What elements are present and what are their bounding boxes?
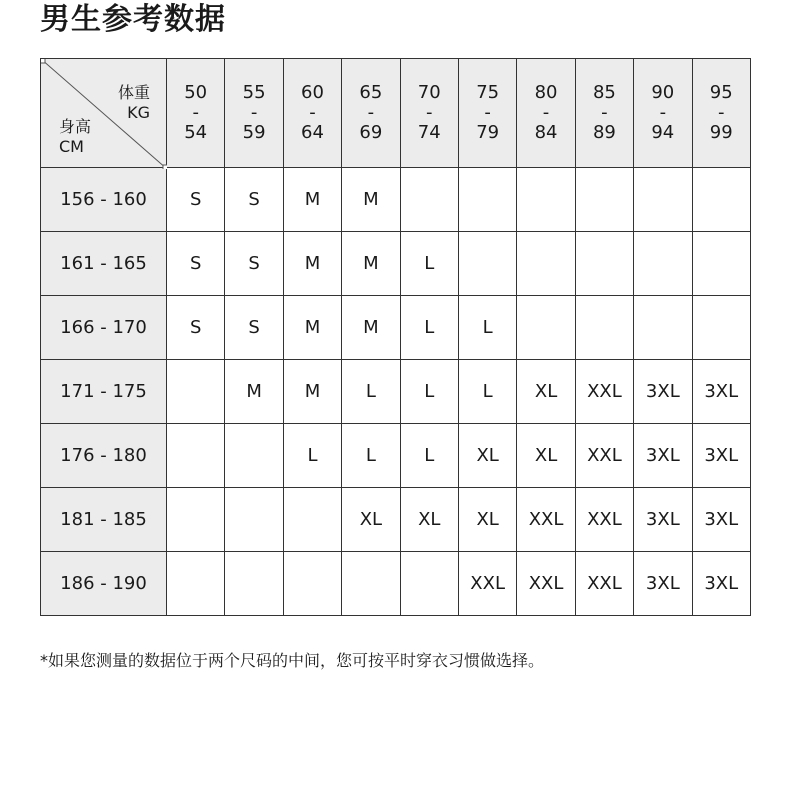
size-chart-table: [40, 58, 751, 616]
weight-header-cell: [634, 59, 692, 168]
size-cell: M: [283, 360, 341, 424]
size-cell: S: [167, 232, 225, 296]
size-cell: [225, 424, 283, 488]
weight-axis-label: [118, 83, 150, 123]
size-cell: [400, 552, 458, 616]
size-cell: 3XL: [692, 424, 750, 488]
size-cell: [167, 488, 225, 552]
weight-header-cell: [517, 59, 575, 168]
weight-to: 94: [651, 122, 675, 143]
size-cell: XL: [517, 424, 575, 488]
weight-header-cell: [167, 59, 225, 168]
size-cell: M: [283, 232, 341, 296]
size-cell: L: [458, 360, 516, 424]
weight-unit: KG: [127, 103, 150, 122]
size-cell: [400, 168, 458, 232]
table-row: [41, 232, 751, 296]
size-cell: [225, 552, 283, 616]
weight-sep: -: [659, 102, 667, 123]
footnote: *如果您测量的数据位于两个尺码的中间，您可按平时穿衣习惯做选择。: [40, 651, 545, 670]
weight-sep: -: [484, 102, 491, 123]
weight-to: 99: [709, 122, 733, 143]
size-cell: XXL: [575, 552, 633, 616]
weight-header-cell: [283, 59, 341, 168]
size-cell: L: [458, 296, 516, 360]
size-cell: XL: [517, 360, 575, 424]
size-cell: S: [225, 296, 283, 360]
size-cell: 3XL: [692, 552, 750, 616]
size-cell: XXL: [575, 424, 633, 488]
size-cell: S: [225, 168, 283, 232]
size-cell: M: [342, 232, 400, 296]
size-cell: [634, 296, 692, 360]
weight-sep: -: [542, 102, 550, 123]
weight-from: 65: [359, 82, 383, 103]
size-cell: M: [225, 360, 283, 424]
weight-from: 85: [592, 82, 616, 103]
size-cell: L: [400, 424, 458, 488]
height-axis-label: [59, 117, 91, 157]
weight-label: 体重: [117, 83, 150, 102]
size-cell: [575, 296, 633, 360]
weight-header-cell: [575, 59, 633, 168]
size-cell: [575, 168, 633, 232]
corner-cell: [41, 59, 167, 168]
size-cell: [458, 232, 516, 296]
weight-to: 59: [242, 122, 266, 143]
weight-sep: -: [309, 102, 316, 123]
table-row: [41, 296, 751, 360]
size-cell: XXL: [458, 552, 516, 616]
size-cell: L: [400, 360, 458, 424]
size-cell: [517, 232, 575, 296]
weight-header-cell: [400, 59, 458, 168]
size-cell: M: [283, 168, 341, 232]
size-cell: [458, 168, 516, 232]
weight-from: 50: [184, 82, 208, 103]
size-cell: 3XL: [692, 488, 750, 552]
weight-sep: -: [367, 102, 375, 123]
weight-from: 95: [709, 82, 733, 103]
size-cell: [167, 424, 225, 488]
weight-sep: -: [601, 102, 608, 123]
size-cell: XL: [458, 488, 516, 552]
weight-from: 90: [651, 82, 675, 103]
size-cell: L: [283, 424, 341, 488]
weight-from: 55: [242, 82, 266, 103]
size-cell: 3XL: [634, 360, 692, 424]
weight-header-cell: [458, 59, 516, 168]
size-cell: [575, 232, 633, 296]
table-row: [41, 488, 751, 552]
weight-to: 84: [534, 122, 558, 143]
weight-sep: -: [192, 102, 199, 123]
size-cell: XXL: [575, 360, 633, 424]
size-cell: [342, 552, 400, 616]
weight-header-cell: [225, 59, 283, 168]
size-cell: S: [167, 296, 225, 360]
size-cell: XL: [400, 488, 458, 552]
weight-to: 74: [417, 122, 441, 143]
header-row: [41, 59, 751, 168]
size-cell: [167, 360, 225, 424]
table-row: [41, 552, 751, 616]
weight-to: 89: [592, 122, 616, 143]
size-cell: [517, 168, 575, 232]
size-cell: [692, 168, 750, 232]
size-cell: XL: [458, 424, 516, 488]
size-cell: 3XL: [634, 424, 692, 488]
size-cell: 3XL: [692, 360, 750, 424]
height-range-cell: 171 - 175: [41, 360, 167, 424]
table-row: [41, 424, 751, 488]
size-cell: [692, 232, 750, 296]
weight-from: 60: [301, 82, 324, 103]
height-range-cell: 166 - 170: [41, 296, 167, 360]
size-cell: [517, 296, 575, 360]
height-unit: CM: [59, 137, 84, 156]
weight-from: 75: [476, 82, 500, 103]
size-cell: S: [225, 232, 283, 296]
size-cell: L: [400, 296, 458, 360]
size-cell: S: [167, 168, 225, 232]
size-cell: XXL: [517, 488, 575, 552]
size-cell: M: [283, 296, 341, 360]
size-cell: [634, 232, 692, 296]
height-range-cell: 161 - 165: [41, 232, 167, 296]
size-cell: XXL: [575, 488, 633, 552]
size-cell: [283, 488, 341, 552]
size-cell: [167, 552, 225, 616]
page-title: 男生参考数据: [40, 2, 226, 37]
weight-to: 79: [476, 122, 500, 143]
size-cell: M: [342, 296, 400, 360]
height-range-cell: 176 - 180: [41, 424, 167, 488]
size-cell: [692, 296, 750, 360]
weight-from: 80: [534, 82, 558, 103]
size-cell: M: [342, 168, 400, 232]
weight-to: 69: [359, 122, 383, 143]
size-cell: L: [400, 232, 458, 296]
weight-sep: -: [426, 102, 433, 123]
height-range-cell: 186 - 190: [41, 552, 167, 616]
size-cell: L: [342, 424, 400, 488]
weight-to: 54: [184, 122, 208, 143]
height-range-cell: 156 - 160: [41, 168, 167, 232]
weight-sep: -: [250, 102, 258, 123]
size-cell: [634, 168, 692, 232]
size-cell: 3XL: [634, 488, 692, 552]
table-row: [41, 168, 751, 232]
height-label: 身高: [59, 117, 92, 136]
size-cell: [225, 488, 283, 552]
weight-header-cell: [342, 59, 400, 168]
size-cell: 3XL: [634, 552, 692, 616]
weight-header-cell: [692, 59, 750, 168]
height-range-cell: 181 - 185: [41, 488, 167, 552]
weight-sep: -: [718, 102, 725, 123]
size-cell: XL: [342, 488, 400, 552]
table-row: [41, 360, 751, 424]
size-cell: [283, 552, 341, 616]
weight-from: 70: [417, 82, 441, 103]
weight-to: 64: [301, 122, 324, 143]
size-cell: XXL: [517, 552, 575, 616]
size-cell: L: [342, 360, 400, 424]
